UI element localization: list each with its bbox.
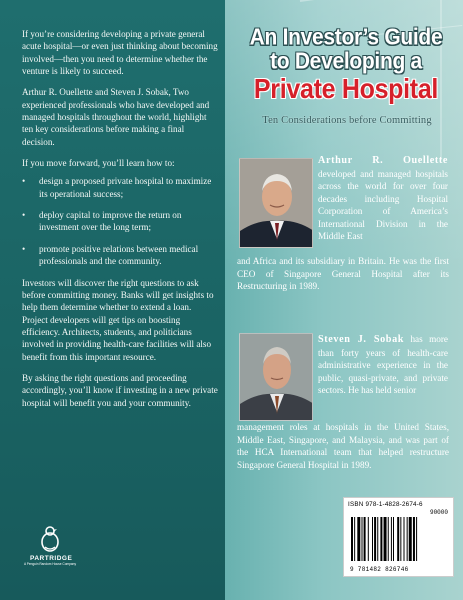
- author-name: Steven J. Sobak: [318, 334, 405, 345]
- blurb-bullet: • deploy capital to improve the return on investment over the long term;: [22, 209, 218, 234]
- barcode-bar: [404, 517, 405, 561]
- barcode-bar: [354, 517, 355, 561]
- blurb-paragraph: Investors will discover the right questions to ask before committing money. Banks will get insights to help them determine whether to extend a loan. Project developers will get tips on boosting efficiency. Architects, students, and politicians involved in providing health-care facilities will also benefit from this important resource.: [22, 277, 214, 362]
- publisher-tagline: A Penguin Random House Company: [23, 562, 77, 566]
- barcode-bar: [397, 517, 399, 561]
- partridge-bird-icon: [37, 525, 63, 553]
- barcode-bar: [368, 517, 369, 561]
- blurb-paragraph: By asking the right questions and proceeding accordingly, you’ll know if investing in a new private hospital will benefit you and your community.: [22, 372, 218, 408]
- author-photo-ouellette: [239, 158, 313, 248]
- barcode-bar: [400, 517, 401, 561]
- barcode-bar: [374, 517, 376, 561]
- portrait-illustration: [240, 334, 313, 421]
- blurb-paragraph: Arthur R. Ouellette and Steven J. Sobak, Two experienced professionals who have developed and managed hospitals throughout the world, highlight ten key considerations before making a final decision.: [22, 87, 210, 147]
- author-bio-sobak: [318, 333, 448, 397]
- title-line-3: Private Hospital: [253, 73, 439, 105]
- blurb-bullet: • promote positive relations between medical professionals and the community.: [22, 243, 218, 268]
- isbn-barcode: [343, 497, 454, 577]
- author-bio-sobak-continued: management roles at hospitals in the United States, Middle East, Singapore, and Malaysia, and was part of the HCA International team that helped restructure Singapore General Hospital in 1989.: [237, 422, 449, 470]
- author-bio-text: has more than forty years of health-care administrative experience in the public, quasi-private, and private sectors. He has held senior: [318, 334, 448, 396]
- author-bio-text: developed and managed hospitals across the world for over four decades including Hospital Corporation of America’s International Division in the Middle East: [318, 168, 448, 242]
- barcode-bars: [349, 517, 450, 569]
- blurb-bullet: • design a proposed private hospital to maximize its operational success;: [22, 175, 218, 200]
- barcode-bar: [357, 517, 360, 561]
- blurb-paragraph: If you’re considering developing a private general acute hospital—or even just thinking about becoming involved—then you need to determine whether the venture is likely to succeed.: [22, 29, 218, 77]
- barcode-bar: [413, 517, 415, 561]
- barcode-bar: [409, 517, 412, 561]
- book-subtitle: Ten Considerations before Committing: [262, 115, 432, 126]
- barcode-bar: [372, 517, 373, 561]
- barcode-bar: [391, 517, 392, 561]
- author-bio-ouellette: [318, 154, 448, 243]
- barcode-bar: [351, 517, 353, 561]
- author-photo-sobak: [239, 333, 313, 421]
- barcode-bar: [384, 517, 387, 561]
- blurb-text: [22, 28, 218, 418]
- isbn-number: ISBN 978-1-4828-2674-6: [348, 501, 423, 508]
- barcode-bar: [416, 517, 417, 561]
- barcode-bar: [388, 517, 389, 561]
- barcode-bar: [380, 517, 382, 561]
- title-line-1: An Investor’s Guide: [249, 24, 443, 51]
- barcode-bar: [407, 517, 408, 561]
- publisher-name: PARTRIDGE: [30, 555, 73, 562]
- price-code: 90000: [429, 509, 448, 516]
- title-line-2: to Developing a: [270, 48, 422, 75]
- book-title: [236, 26, 456, 104]
- barcode-digits: 9 781482 826746: [350, 566, 409, 573]
- barcode-bar: [364, 517, 366, 561]
- barcode-bar: [393, 517, 394, 561]
- portrait-illustration: [240, 159, 313, 248]
- blurb-paragraph: If you move forward, you’ll learn how to:: [22, 158, 175, 169]
- barcode-bar: [362, 517, 363, 561]
- author-name: Arthur R. Ouellette: [318, 155, 448, 166]
- publisher-logo: [23, 525, 77, 566]
- blurb-bullet-list: [22, 175, 218, 267]
- barcode-bar: [377, 517, 378, 561]
- author-bio-ouellette-continued: and Africa and its subsidiary in Britain. He was the first CEO of Singapore General Hospital after its Restructuring in 1989.: [237, 256, 449, 292]
